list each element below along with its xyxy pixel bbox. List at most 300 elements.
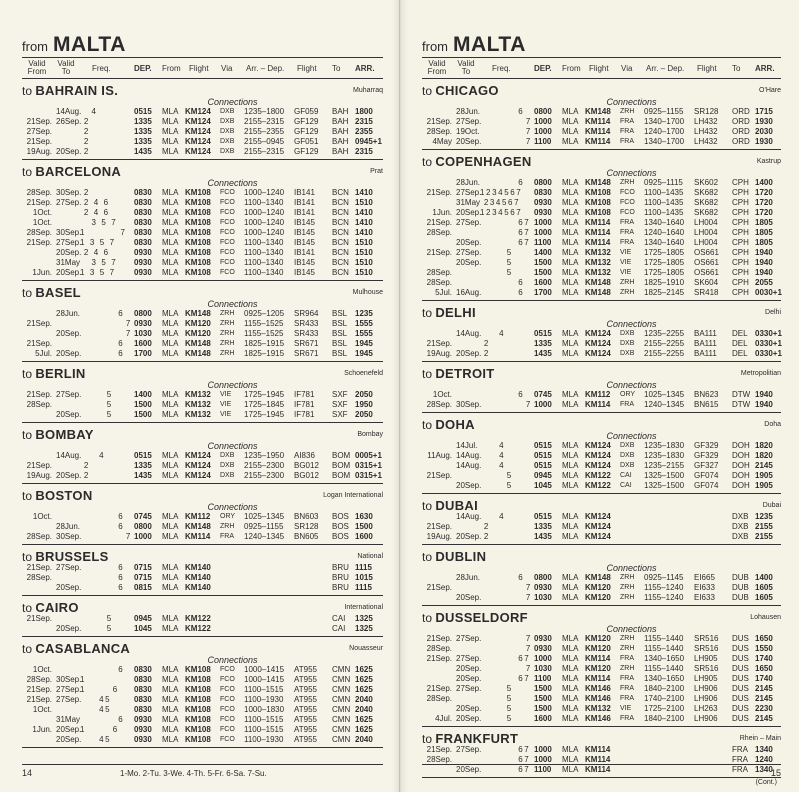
departure-time: 0930: [134, 725, 152, 734]
valid-to: 30Sep.: [56, 675, 82, 684]
flight-number: KM114: [585, 765, 611, 774]
connecting-flight: LH432: [694, 127, 718, 136]
via-airport: DXB: [220, 452, 235, 459]
frequency: 6: [80, 309, 125, 318]
departure-time: 0830: [534, 188, 552, 197]
col-valid-to: Valid To: [457, 59, 475, 76]
destination-name: BRUSSELS: [35, 549, 109, 564]
departure-time: 0930: [534, 644, 552, 653]
frequency: 5: [480, 714, 513, 723]
flight-number: KM124: [185, 127, 211, 136]
origin: MLA: [162, 735, 179, 744]
connection-times: 1725–1945: [244, 410, 285, 419]
flight-row: [22, 268, 383, 278]
connection-times: 1235–1830: [644, 441, 685, 450]
valid-to: 30Sep.: [56, 188, 82, 197]
origin: MLA: [562, 644, 579, 653]
destination-code: DUB: [732, 583, 749, 592]
via-airport: ORY: [620, 391, 636, 398]
flight-number: KM124: [585, 522, 611, 531]
via-airport: ZRH: [620, 108, 635, 115]
flight-number: KM124: [185, 107, 211, 116]
arrival-time: 1340: [755, 745, 773, 754]
arrival-time: 0330+1: [755, 349, 782, 358]
connection-times: 0925–1145: [644, 573, 684, 582]
origin: MLA: [162, 349, 179, 358]
valid-to: 14Aug.: [456, 329, 482, 338]
via-airport: DXB: [220, 128, 235, 135]
flight-number: KM148: [585, 288, 611, 297]
flight-row: [22, 624, 383, 634]
flight-number: KM120: [185, 319, 211, 328]
departure-time: 1700: [534, 288, 552, 297]
origin: MLA: [562, 471, 579, 480]
destination-code: CPH: [732, 288, 749, 297]
arrival-time: 1930: [755, 117, 773, 126]
destination-code: DTW: [732, 400, 751, 409]
origin: MLA: [562, 248, 579, 257]
via-airport: FCO: [220, 676, 235, 683]
valid-to: 27Sep.: [56, 198, 82, 207]
destination-section: [22, 423, 383, 484]
arrival-time: 1940: [755, 258, 773, 267]
connections-label: Connections: [207, 178, 258, 188]
valid-from: 21Sep.: [26, 685, 52, 694]
destination-title: [22, 164, 121, 179]
col-valid-to: Valid To: [57, 59, 75, 76]
frequency: 7: [480, 400, 532, 409]
connection-times: 1100–1340: [244, 258, 284, 267]
departure-time: 0515: [534, 461, 552, 470]
destination-title: [22, 549, 109, 564]
via-airport: DXB: [620, 452, 635, 459]
arrival-time: 1015: [355, 573, 373, 582]
arrival-time: 1510: [355, 268, 373, 277]
airport-name: Schoenefeld: [344, 370, 383, 377]
valid-to: 28Jun.: [56, 309, 81, 318]
via-airport: FCO: [220, 229, 235, 236]
destination-code: DUS: [732, 694, 749, 703]
origin: MLA: [162, 117, 179, 126]
destination-section: [22, 281, 383, 362]
destination-heading: [422, 494, 781, 512]
frequency: 5: [480, 248, 513, 257]
destination-title: [422, 610, 528, 625]
arrival-time: 1800: [355, 107, 373, 116]
flight-number: KM120: [585, 593, 611, 602]
departure-time: 0945: [134, 614, 152, 623]
destination-title: [22, 488, 93, 503]
destination-code: BOS: [332, 512, 349, 521]
connecting-flight: BA111: [694, 349, 717, 358]
connection-times: 0925–1155: [644, 107, 684, 116]
airport-name: Metropolitian: [740, 370, 781, 377]
departure-time: 0830: [134, 198, 152, 207]
departure-time: 1500: [534, 684, 552, 693]
valid-to: 20Sep.: [456, 674, 482, 683]
connecting-flight: SK604: [694, 278, 719, 287]
flight-row: [22, 705, 383, 715]
title-city: MALTA: [53, 33, 126, 56]
to-label: to: [422, 155, 433, 169]
arrival-time: 1410: [355, 208, 373, 217]
connecting-flight: SK682: [694, 198, 719, 207]
valid-from: 21Sep.: [26, 461, 52, 470]
departure-time: 0515: [534, 441, 552, 450]
destination-name: COPENHAGEN: [435, 154, 532, 169]
origin: MLA: [162, 512, 179, 521]
connecting-flight: AT955: [294, 735, 317, 744]
departure-time: 1000: [534, 228, 552, 237]
connecting-flight: SR433: [294, 319, 319, 328]
flight-row: [22, 573, 383, 583]
origin: MLA: [562, 390, 579, 399]
arrival-time: 2055: [755, 278, 773, 287]
connection-times: 1825–2145: [644, 288, 685, 297]
valid-from: 1Jun.: [32, 268, 52, 277]
arrival-time: 1555: [355, 329, 373, 338]
departure-time: 0930: [534, 583, 552, 592]
flight-number: KM108: [185, 218, 211, 227]
departure-time: 1000: [534, 127, 552, 136]
connecting-flight: SR433: [294, 329, 319, 338]
origin: MLA: [162, 573, 179, 582]
valid-from: 21Sep.: [426, 471, 452, 480]
destination-heading: [22, 596, 383, 614]
flight-number: KM114: [585, 745, 611, 754]
origin: MLA: [162, 624, 179, 633]
connection-times: 1240–1345: [644, 400, 685, 409]
arrival-time: 1940: [755, 390, 773, 399]
via-airport: VIE: [220, 401, 232, 408]
arrival-time: 1240: [755, 755, 773, 764]
connection-times: 1155–1525: [244, 319, 284, 328]
arrival-time: 1805: [755, 238, 773, 247]
valid-from: 28Sep.: [26, 400, 52, 409]
flight-row: [22, 107, 383, 117]
arrival-time: 2145: [755, 714, 773, 723]
connection-times: 1000–1240: [244, 218, 285, 227]
arrival-time: 2050: [355, 410, 373, 419]
origin: MLA: [162, 147, 179, 156]
arrival-time: 1820: [755, 441, 773, 450]
valid-to: 20Sep.: [456, 208, 482, 217]
destination-code: DOH: [732, 451, 750, 460]
arrival-time: 0315+1: [355, 461, 382, 470]
origin: MLA: [562, 441, 579, 450]
via-airport: VIE: [620, 249, 632, 256]
flight-row: [22, 715, 383, 725]
connecting-flight: LH004: [694, 238, 718, 247]
flight-number: KM114: [585, 127, 611, 136]
connections-label: Connections: [207, 299, 258, 309]
flight-row: [422, 137, 781, 147]
valid-to: 20Sep.: [456, 137, 482, 146]
airport-name: Rhein – Main: [739, 735, 781, 742]
to-label: to: [22, 165, 33, 179]
connection-times: 1155–1440: [644, 664, 684, 673]
destination-code: BRU: [332, 583, 349, 592]
origin: MLA: [562, 137, 579, 146]
frequency: 1234567: [480, 208, 523, 217]
via-airport: ZRH: [620, 594, 635, 601]
destination-name: BARCELONA: [35, 164, 122, 179]
valid-from: 21Sep.: [26, 563, 52, 572]
flight-number: KM146: [585, 714, 611, 723]
frequency: 7: [480, 664, 532, 673]
via-airport: ZRH: [620, 635, 635, 642]
frequency: 7: [480, 117, 532, 126]
origin: MLA: [162, 400, 179, 409]
arrival-time: 1625: [355, 715, 373, 724]
connection-times: 2155–2355: [244, 127, 285, 136]
destination-section: [22, 545, 383, 596]
frequency: 6: [80, 349, 125, 358]
departure-time: 1500: [534, 694, 552, 703]
title-city: MALTA: [453, 33, 526, 56]
connection-times: 1000–1240: [244, 228, 285, 237]
connecting-flight: IF781: [294, 400, 315, 409]
destination-code: BCN: [332, 258, 349, 267]
departure-time: 0830: [134, 665, 152, 674]
departure-time: 0930: [134, 248, 152, 257]
arrival-time: 1325: [355, 614, 373, 623]
valid-from: 28Sep.: [26, 573, 52, 582]
col-flight-2: Flight: [697, 64, 717, 73]
flight-row: [422, 278, 781, 288]
arrival-time: 1235: [355, 309, 373, 318]
frequency: 6: [480, 288, 525, 297]
departure-time: 1030: [534, 664, 552, 673]
frequency: 2: [80, 137, 90, 146]
connections-label: Connections: [207, 655, 258, 665]
departure-time: 0830: [134, 675, 152, 684]
flight-row: [22, 198, 383, 208]
origin: MLA: [162, 675, 179, 684]
origin: MLA: [162, 309, 179, 318]
connecting-flight: AI836: [294, 451, 315, 460]
arrival-time: 1400: [755, 573, 773, 582]
destination-section: [22, 484, 383, 545]
connecting-flight: IB141: [294, 248, 315, 257]
arrival-time: 1945: [355, 349, 373, 358]
connection-times: 1235–1800: [244, 107, 285, 116]
departure-time: 1000: [134, 532, 152, 541]
valid-to: 20Sep.: [56, 583, 82, 592]
valid-from: 21Sep.: [26, 695, 52, 704]
valid-to: 20Sep.: [456, 481, 482, 490]
flight-number: KM148: [185, 349, 211, 358]
flight-row: [22, 471, 383, 481]
flight-row: [22, 258, 383, 268]
connecting-flight: SK682: [694, 208, 719, 217]
arrival-time: 1500: [355, 522, 373, 531]
destination-code: CPH: [732, 248, 749, 257]
flight-row: [22, 339, 383, 349]
origin: MLA: [562, 127, 579, 136]
departure-time: 1400: [534, 248, 552, 257]
connecting-flight: BN605: [294, 532, 319, 541]
connecting-flight: BA111: [694, 339, 717, 348]
flight-row: [422, 532, 781, 542]
departure-time: 0830: [134, 685, 152, 694]
connection-times: 1340–1650: [644, 654, 685, 663]
origin: MLA: [162, 258, 179, 267]
connection-times: 1025–1345: [644, 390, 685, 399]
destination-name: BERLIN: [35, 366, 86, 381]
arrival-time: 1930: [755, 137, 773, 146]
flight-row: [22, 117, 383, 127]
via-airport: FRA: [620, 685, 634, 692]
origin: MLA: [562, 634, 579, 643]
origin: MLA: [162, 563, 179, 572]
connection-times: 1100–1340: [244, 268, 284, 277]
origin: MLA: [562, 451, 579, 460]
to-label: to: [22, 367, 33, 381]
frequency: 3 5 7: [80, 218, 118, 227]
arrival-time: 2050: [355, 390, 373, 399]
flight-row: [422, 208, 781, 218]
connecting-flight: IB141: [294, 208, 315, 217]
to-label: to: [422, 306, 433, 320]
arrival-time: 1410: [355, 228, 373, 237]
flight-row: [22, 147, 383, 157]
col-freq: Freq.: [492, 64, 511, 73]
destination-code: BAH: [332, 127, 349, 136]
connections-label: Connections: [207, 97, 258, 107]
origin: MLA: [162, 228, 179, 237]
connection-times: 1100–1340: [244, 248, 284, 257]
connections-label: Connections: [207, 380, 258, 390]
connection-times: 1100–1930: [244, 735, 284, 744]
col-from: From: [562, 64, 581, 73]
valid-from: 28Sep.: [426, 127, 452, 136]
airport-name: Doha: [764, 421, 781, 428]
airport-name: Nouasseur: [349, 645, 383, 652]
valid-to: 14Aug.: [456, 451, 482, 460]
connections-label: Connections: [207, 441, 258, 451]
connecting-flight: IB145: [294, 258, 315, 267]
flight-row: [422, 339, 781, 349]
flight-number: KM124: [185, 117, 211, 126]
page-title: [22, 31, 383, 55]
valid-from: 21Sep.: [26, 198, 52, 207]
connecting-flight: EI665: [694, 573, 715, 582]
connection-times: 1240–1700: [644, 127, 685, 136]
to-label: to: [22, 601, 33, 615]
frequency: 5: [80, 390, 113, 399]
valid-from: 21Sep.: [26, 614, 52, 623]
origin: MLA: [562, 288, 579, 297]
connecting-flight: BN603: [294, 512, 319, 521]
connection-times: 1325–1500: [644, 471, 685, 480]
connection-times: 2155–2315: [244, 117, 285, 126]
departure-time: 1400: [134, 390, 152, 399]
destination-code: BOS: [332, 532, 349, 541]
page-title-right: [422, 31, 781, 55]
departure-time: 0930: [534, 208, 552, 217]
arrival-time: 1940: [755, 248, 773, 257]
connecting-flight: OS661: [694, 248, 719, 257]
origin: MLA: [562, 714, 579, 723]
page-number-left: 14: [22, 768, 33, 778]
departure-time: 0800: [534, 178, 552, 187]
valid-from: 19Aug.: [26, 471, 52, 480]
destination-section: [422, 545, 781, 606]
departure-time: 0745: [534, 390, 552, 399]
frequency: 7: [80, 319, 132, 328]
valid-to: 14Jul.: [456, 441, 478, 450]
connection-times: 1725–1805: [644, 258, 685, 267]
frequency: 7: [480, 583, 532, 592]
connections-label: Connections: [606, 563, 657, 573]
frequency: 6: [80, 339, 125, 348]
departure-time: 1500: [134, 410, 152, 419]
destination-code: BCN: [332, 198, 349, 207]
origin: MLA: [562, 208, 579, 217]
valid-to: 20Sep.: [456, 664, 482, 673]
flight-number: KM108: [185, 238, 211, 247]
arrival-time: 1340: [755, 765, 773, 774]
origin: MLA: [162, 268, 179, 277]
arrival-time: 0315+1: [355, 471, 382, 480]
connecting-flight: GF051: [294, 137, 319, 146]
origin: MLA: [162, 319, 179, 328]
valid-to: 20Sep.: [456, 258, 482, 267]
frequency: 67: [480, 765, 531, 774]
frequency: 5: [480, 684, 513, 693]
origin: MLA: [562, 654, 579, 663]
flight-row: [22, 400, 383, 410]
destination-code: CPH: [732, 238, 749, 247]
frequency: 2: [480, 532, 490, 541]
valid-from: 28Sep.: [26, 532, 52, 541]
connection-times: 1025–1345: [244, 512, 285, 521]
title-from: from: [22, 39, 48, 54]
destination-heading: [22, 79, 383, 97]
destination-name: CHICAGO: [435, 83, 499, 98]
frequency: 2: [80, 127, 90, 136]
frequency: 2: [80, 117, 90, 126]
flight-number: KM132: [585, 704, 611, 713]
valid-from: 21Sep.: [426, 218, 452, 227]
connection-times: 1340–1650: [644, 674, 685, 683]
destination-name: DUSSELDORF: [435, 610, 528, 625]
flight-row: [422, 573, 781, 583]
flight-number: KM148: [585, 278, 611, 287]
connecting-flight: BA111: [694, 329, 717, 338]
connecting-flight: LH432: [694, 117, 718, 126]
connecting-flight: GF074: [694, 481, 719, 490]
valid-from: 21Sep.: [426, 188, 452, 197]
destination-title: [422, 498, 478, 513]
origin: MLA: [562, 178, 579, 187]
valid-from: 1Oct.: [32, 218, 52, 227]
flight-number: KM108: [185, 735, 211, 744]
destination-code: DEL: [732, 329, 748, 338]
valid-from: 5Jul.: [435, 288, 452, 297]
flight-number: KM120: [585, 634, 611, 643]
frequency: 5: [480, 694, 513, 703]
flight-row: [422, 107, 781, 117]
frequency: 67: [480, 654, 531, 663]
departure-time: 0715: [134, 563, 152, 572]
via-airport: FRA: [620, 229, 634, 236]
connection-times: 2155–0945: [244, 137, 285, 146]
arrival-time: 2355: [355, 127, 373, 136]
flight-number: KM124: [185, 471, 211, 480]
via-airport: FCO: [220, 209, 235, 216]
